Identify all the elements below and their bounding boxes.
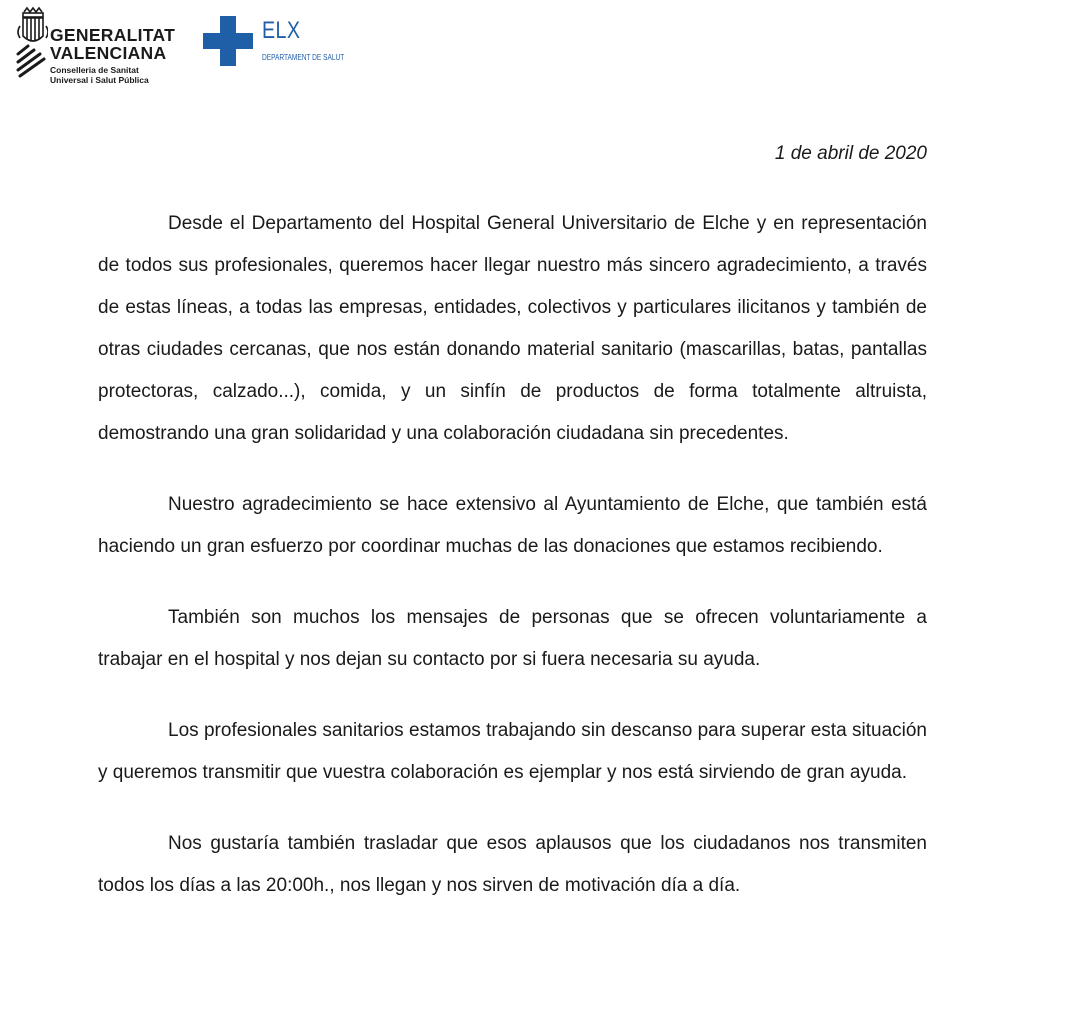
generalitat-title-line1: GENERALITAT [50,25,176,45]
conselleria-line2: Universal i Salut Pública [50,75,149,85]
paragraph-3: También son muchos los mensajes de personas que se ofrecen voluntariamente a trabajar en el hospital y nos dejan su contacto por si fuera necesaria su ayuda. [98,607,927,670]
generalitat-title-line2: VALENCIANA [50,43,167,63]
elx-departament-logo [203,16,373,68]
conselleria-subtitle [50,65,149,85]
departament-de-salut-label: DEPARTAMENT DE SALUT [262,53,345,62]
generalitat-emblem-icon [14,6,48,80]
paragraph-5: Nos gustaría también trasladar que esos aplausos que los ciudadanos nos transmiten todos los días a las 20:00h., nos llegan y nos sirven de motivación día a día. [98,833,927,896]
paragraph-4: Los profesionales sanitarios estamos trabajando sin descanso para superar esta situación y queremos transmitir que vuestra colaboración es ejemplar y nos está sirviendo de gran ayuda. [98,720,927,783]
generalitat-title [50,26,175,62]
letter-date: 1 de abril de 2020 [774,143,927,164]
letter-body [98,203,927,936]
paragraph-2: Nuestro agradecimiento se hace extensivo al Ayuntamiento de Elche, que también está haciendo un gran esfuerzo por coordinar muchas de las donaciones que estamos recibiendo. [98,494,927,557]
generalitat-valenciana-logo [14,6,184,90]
elx-name: ELX [262,17,301,44]
paragraph-1: Desde el Departamento del Hospital General Universitario de Elche y en representación de todos sus profesionales, queremos hacer llegar nuestro más sincero agradecimiento, a través de estas líneas, a todas las empresas, entidades, colectivos y particulares ilicitanos y también de otras ciudades cercanas, que nos están donando material sanitario (mascarillas, batas, pantallas protectoras, calzado...), comida, y un sinfín de productos de forma totalmente altruista, demostrando una gran solidaridad y una colaboración ciudadana sin precedentes. [98,213,927,444]
conselleria-line1: Conselleria de Sanitat [50,65,139,75]
health-cross-icon [203,16,253,66]
letterhead [0,0,1080,100]
